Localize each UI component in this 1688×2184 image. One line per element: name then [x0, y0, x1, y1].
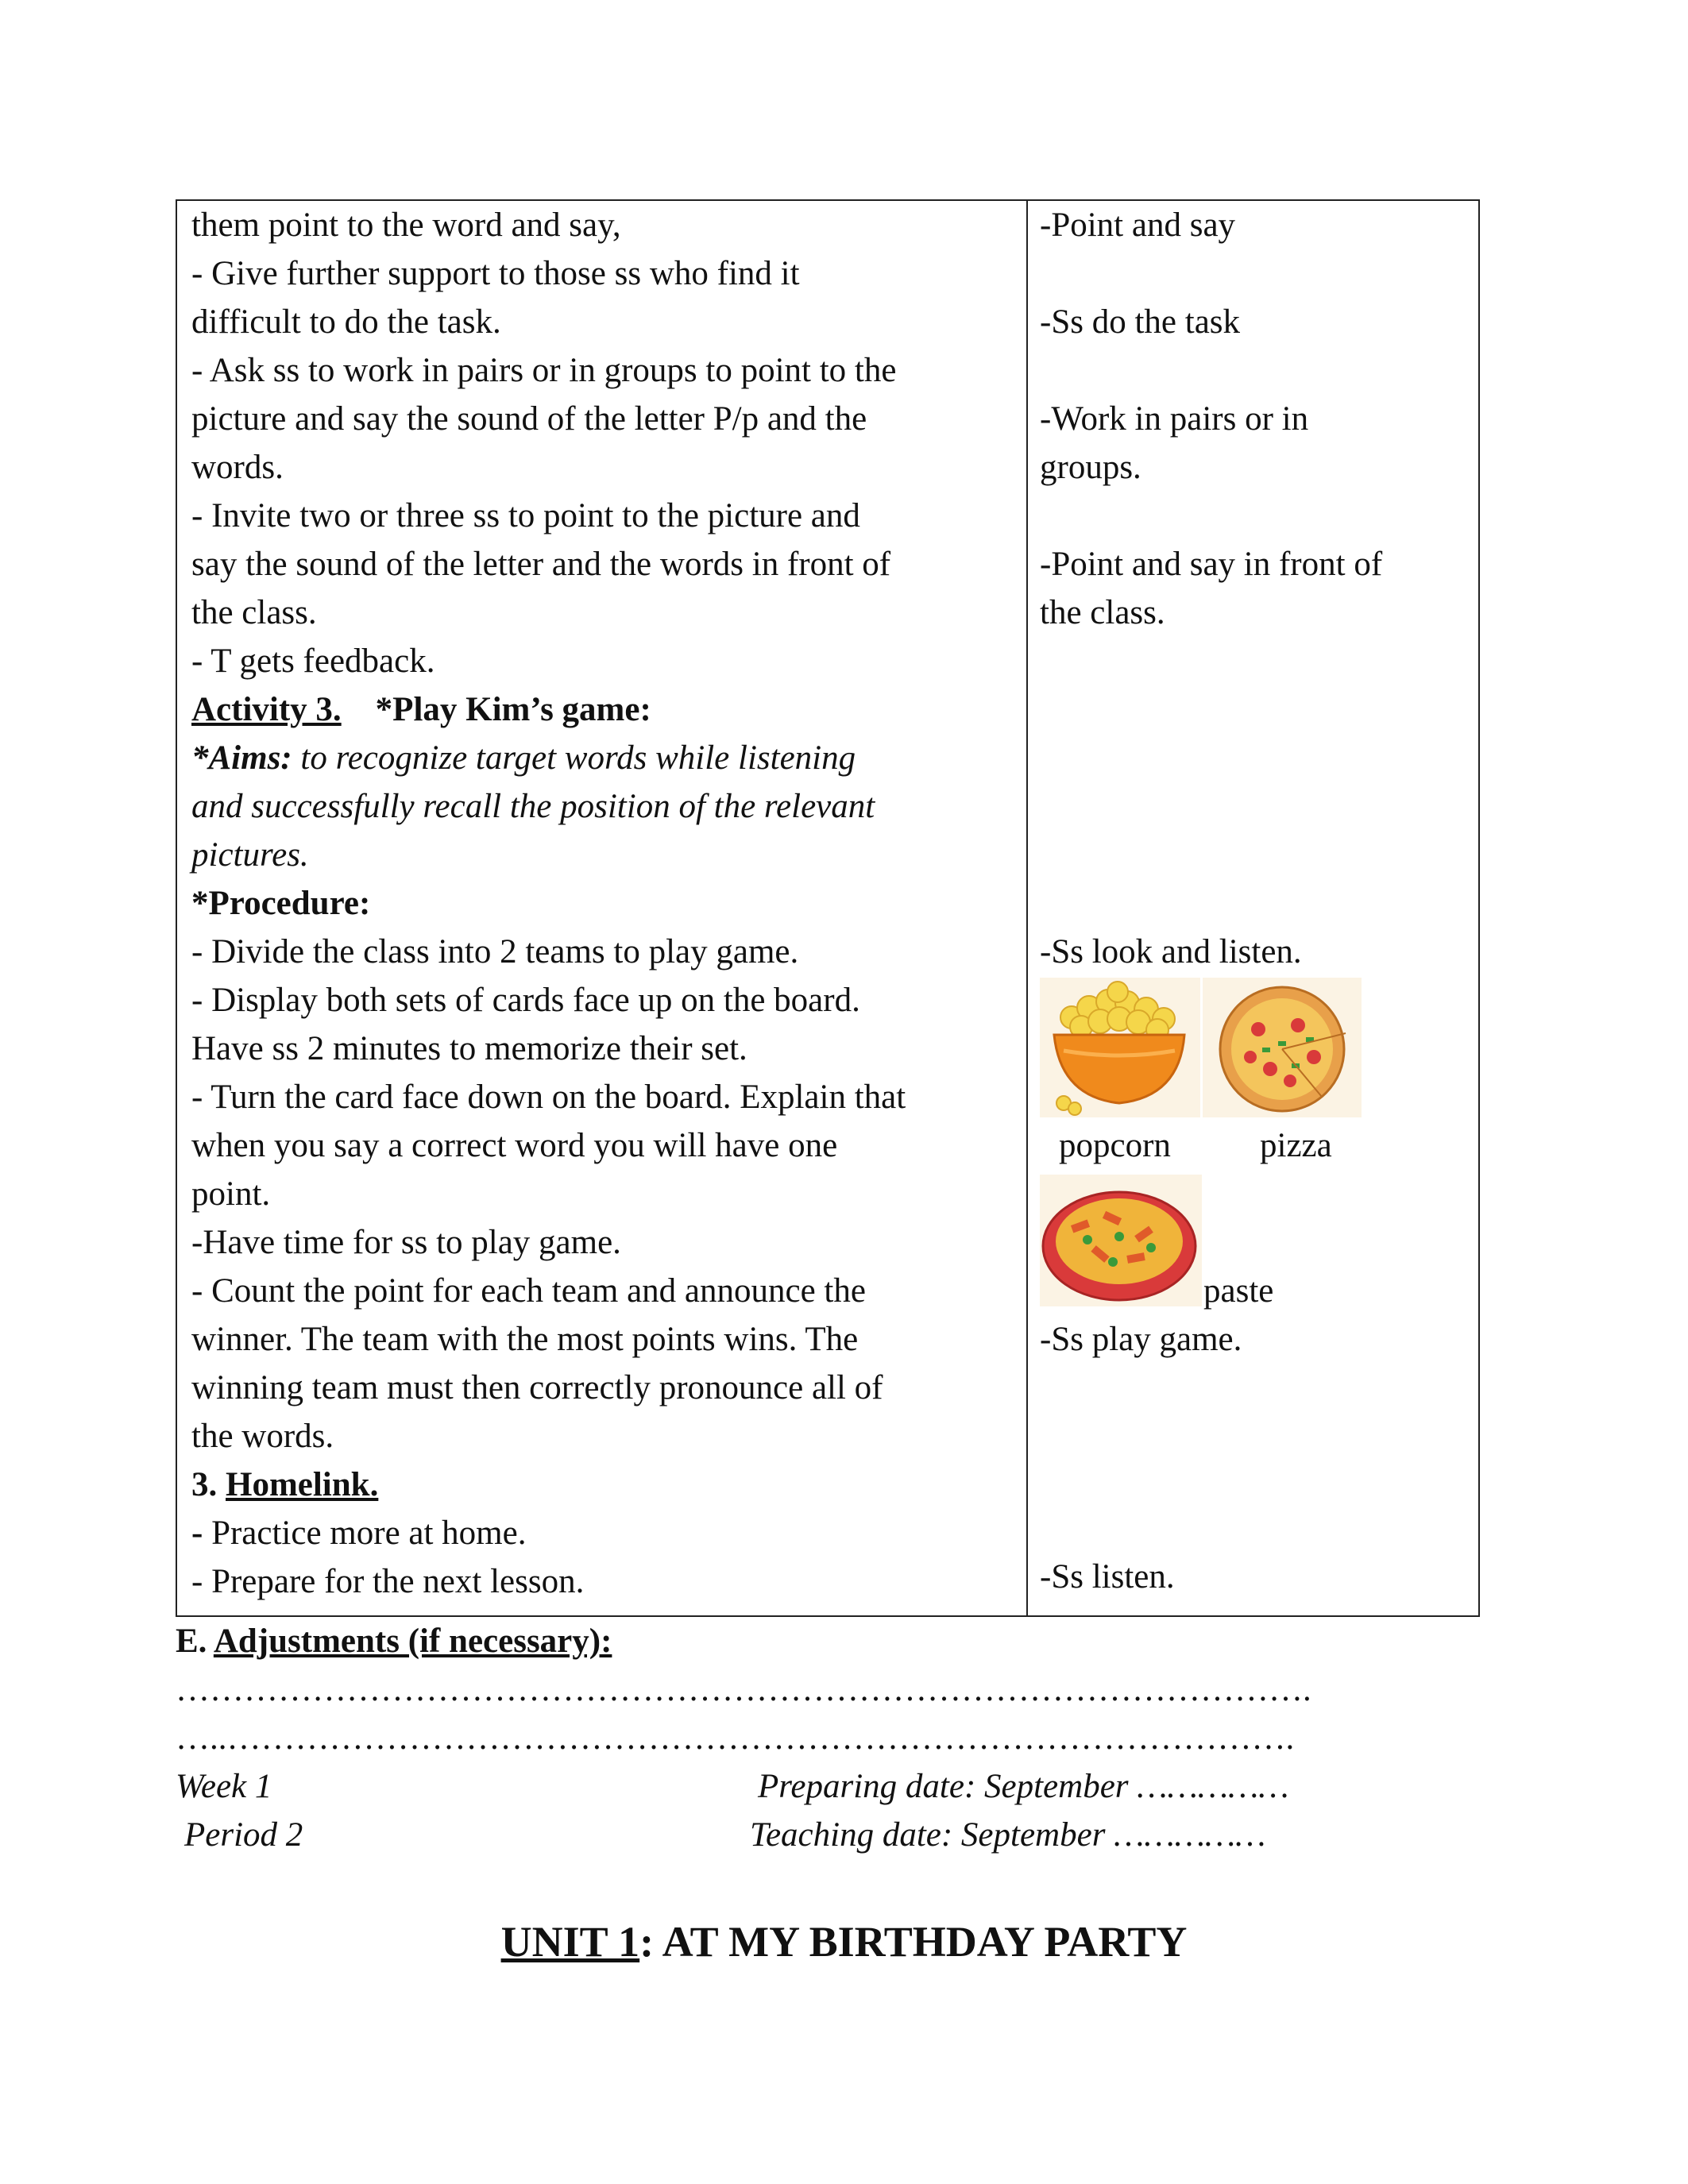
text-line: words.: [191, 449, 284, 486]
text-line: picture and say the sound of the letter P/p and the: [191, 400, 867, 438]
practice-line: [191, 1509, 526, 1557]
aims-text: to recognize target words while listening: [300, 739, 856, 777]
paste-caption: paste: [1203, 1272, 1274, 1310]
teaching-date: Teaching date: September ……………: [750, 1816, 1266, 1854]
text-line: - Ask ss to work in pairs or in groups to point to the: [191, 352, 897, 389]
aims-line: [191, 734, 856, 782]
homelink-number: 3.: [191, 1466, 218, 1503]
text-line: -Point and say: [1040, 206, 1236, 244]
adjustments-heading: [176, 1617, 612, 1665]
text-line: difficult to do the task.: [191, 303, 501, 341]
adjustments-dots-line-2: …..………………………………………………………………………………….: [176, 1719, 1295, 1757]
lesson-table: [176, 199, 1480, 1617]
text-line: the class.: [1040, 594, 1165, 631]
pizza-caption: pizza: [1260, 1127, 1332, 1164]
pizza-picture: [1203, 978, 1362, 1117]
text-line: -Work in pairs or in: [1040, 400, 1309, 438]
text-line: -Have time for ss to play game.: [191, 1224, 621, 1261]
text-line: the class.: [191, 594, 317, 631]
text-line: pictures.: [191, 836, 309, 874]
text-line: - Divide the class into 2 teams to play game.: [191, 933, 799, 970]
text-line: winning team must then correctly pronounce all of: [191, 1369, 883, 1406]
column-divider: [1026, 201, 1028, 1615]
text-line: groups.: [1040, 449, 1141, 486]
text-line: - Display both sets of cards face up on the board.: [191, 982, 860, 1019]
activity-3-label: Activity 3.: [191, 691, 342, 728]
pasta-picture: [1040, 1175, 1202, 1306]
text-line: winner. The team with the most points wins. The: [191, 1321, 859, 1358]
activity-3-heading: [191, 685, 651, 734]
text-line: them point to the word and say,: [191, 206, 621, 244]
adjustments-label: Adjustments (if necessary):: [213, 1623, 612, 1660]
activity-3-title: *Play Kim’s game:: [375, 691, 651, 728]
text-line: the words.: [191, 1418, 334, 1455]
text-line: -Point and say in front of: [1040, 546, 1383, 583]
text-line: -Ss play game.: [1040, 1321, 1242, 1358]
week-label: Week 1: [176, 1768, 272, 1805]
adjustments-dots-line-1: ……………………………………………………………………………………….: [176, 1671, 1311, 1708]
unit-title: [0, 1914, 1688, 1970]
unit-name: : AT MY BIRTHDAY PARTY: [639, 1918, 1188, 1966]
text-line: -Ss listen.: [1040, 1558, 1175, 1596]
text-line: - Invite two or three ss to point to the picture and: [191, 497, 860, 534]
text-line: - Count the point for each team and announce the: [191, 1272, 866, 1310]
text-line: and successfully recall the position of the relevant: [191, 788, 875, 825]
text-line: -Ss do the task: [1040, 303, 1241, 341]
text-line: - T gets feedback.: [191, 642, 435, 680]
homelink-heading: [191, 1461, 378, 1509]
adjustments-prefix: E.: [176, 1623, 207, 1660]
text-line: when you say a correct word you will have one: [191, 1127, 838, 1164]
text-line: - Give further support to those ss who find it: [191, 255, 800, 292]
preparing-date: Preparing date: September ……………: [758, 1768, 1289, 1805]
text-line: point.: [191, 1175, 271, 1213]
aims-label: *Aims:: [191, 739, 292, 777]
text-line: - Turn the card face down on the board. Explain that: [191, 1078, 906, 1116]
practice-dash: -: [191, 1515, 203, 1552]
text-line: Have ss 2 minutes to memorize their set.: [191, 1030, 747, 1067]
text-line: -Ss look and listen.: [1040, 933, 1302, 970]
popcorn-picture: [1040, 978, 1200, 1117]
popcorn-caption: popcorn: [1059, 1127, 1171, 1164]
text-line: - Prepare for the next lesson.: [191, 1563, 585, 1600]
text-line: say the sound of the letter and the words in front of: [191, 546, 891, 583]
unit-number: UNIT 1: [500, 1918, 640, 1966]
procedure-heading: *Procedure:: [191, 885, 371, 922]
period-label: Period 2: [184, 1816, 303, 1854]
homelink-label: Homelink.: [226, 1466, 379, 1503]
practice-text: Practice more at home.: [211, 1515, 527, 1552]
